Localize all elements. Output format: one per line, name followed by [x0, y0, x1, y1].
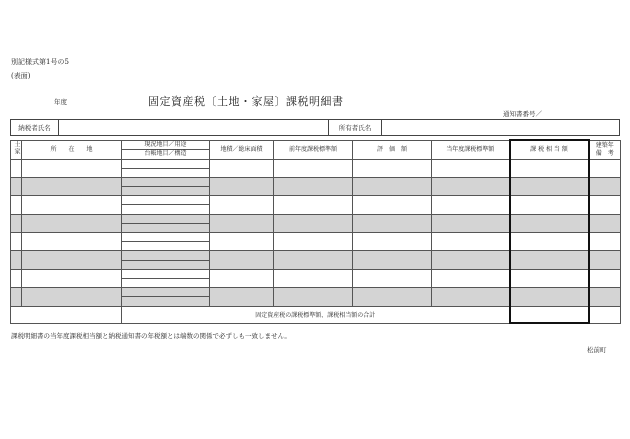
owner-name-field[interactable]	[382, 120, 619, 135]
table-row	[11, 159, 621, 168]
tax-equivalent-header: 課 税 相 当 額	[510, 140, 589, 159]
location-header: 所 在 地	[22, 140, 122, 159]
registered-category-structure-label: 台帳地目／構造	[144, 150, 187, 157]
prev-standard-header: 前年度課税標準額	[274, 140, 353, 159]
current-standard-header: 当年度課税標準額	[432, 140, 510, 159]
fiscal-year-label: 年度	[54, 98, 67, 106]
taxpayer-name-field[interactable]	[59, 120, 329, 135]
current-category-use-label: 現況地目／用途	[122, 141, 209, 150]
table-row	[11, 288, 621, 297]
total-tax-equivalent-cell[interactable]	[510, 306, 589, 323]
table-row	[11, 233, 621, 242]
total-row	[11, 306, 621, 323]
construction-year-label: 建築年	[595, 141, 614, 149]
area-header: 地積／総床面積	[210, 140, 274, 159]
table-row	[11, 269, 621, 278]
page-title: 固定資産税〔土地・家屋〕課税明細書	[148, 95, 344, 108]
taxpayer-name-label: 納税者氏名	[11, 120, 59, 135]
remarks-label: 備 考	[595, 149, 614, 157]
names-row	[10, 119, 620, 136]
remarks-header	[589, 140, 621, 159]
valuation-header: 評 価 額	[353, 140, 432, 159]
table-header-row	[11, 140, 621, 159]
owner-name-label: 所有者氏名	[329, 120, 382, 135]
table-row	[11, 214, 621, 223]
land-house-header: 土家	[11, 140, 22, 159]
notice-number-label: 通知書番号／	[503, 110, 542, 118]
form-code: 別記様式第1号の5	[11, 58, 69, 66]
form-side-label: (表面)	[11, 72, 31, 80]
table-row	[11, 177, 621, 186]
tax-detail-table	[10, 139, 621, 324]
footnote: 課税明細書の当年度課税相当額と納税通知書の年税額とは端数の関係で必ずしも一致しません。	[11, 332, 291, 340]
municipality-name: 松前町	[587, 346, 607, 354]
table-row	[11, 251, 621, 260]
category-use-header	[122, 140, 210, 159]
table-row	[11, 196, 621, 205]
total-label: 固定資産税の課税標準額、課税相当額の合計	[122, 306, 510, 323]
